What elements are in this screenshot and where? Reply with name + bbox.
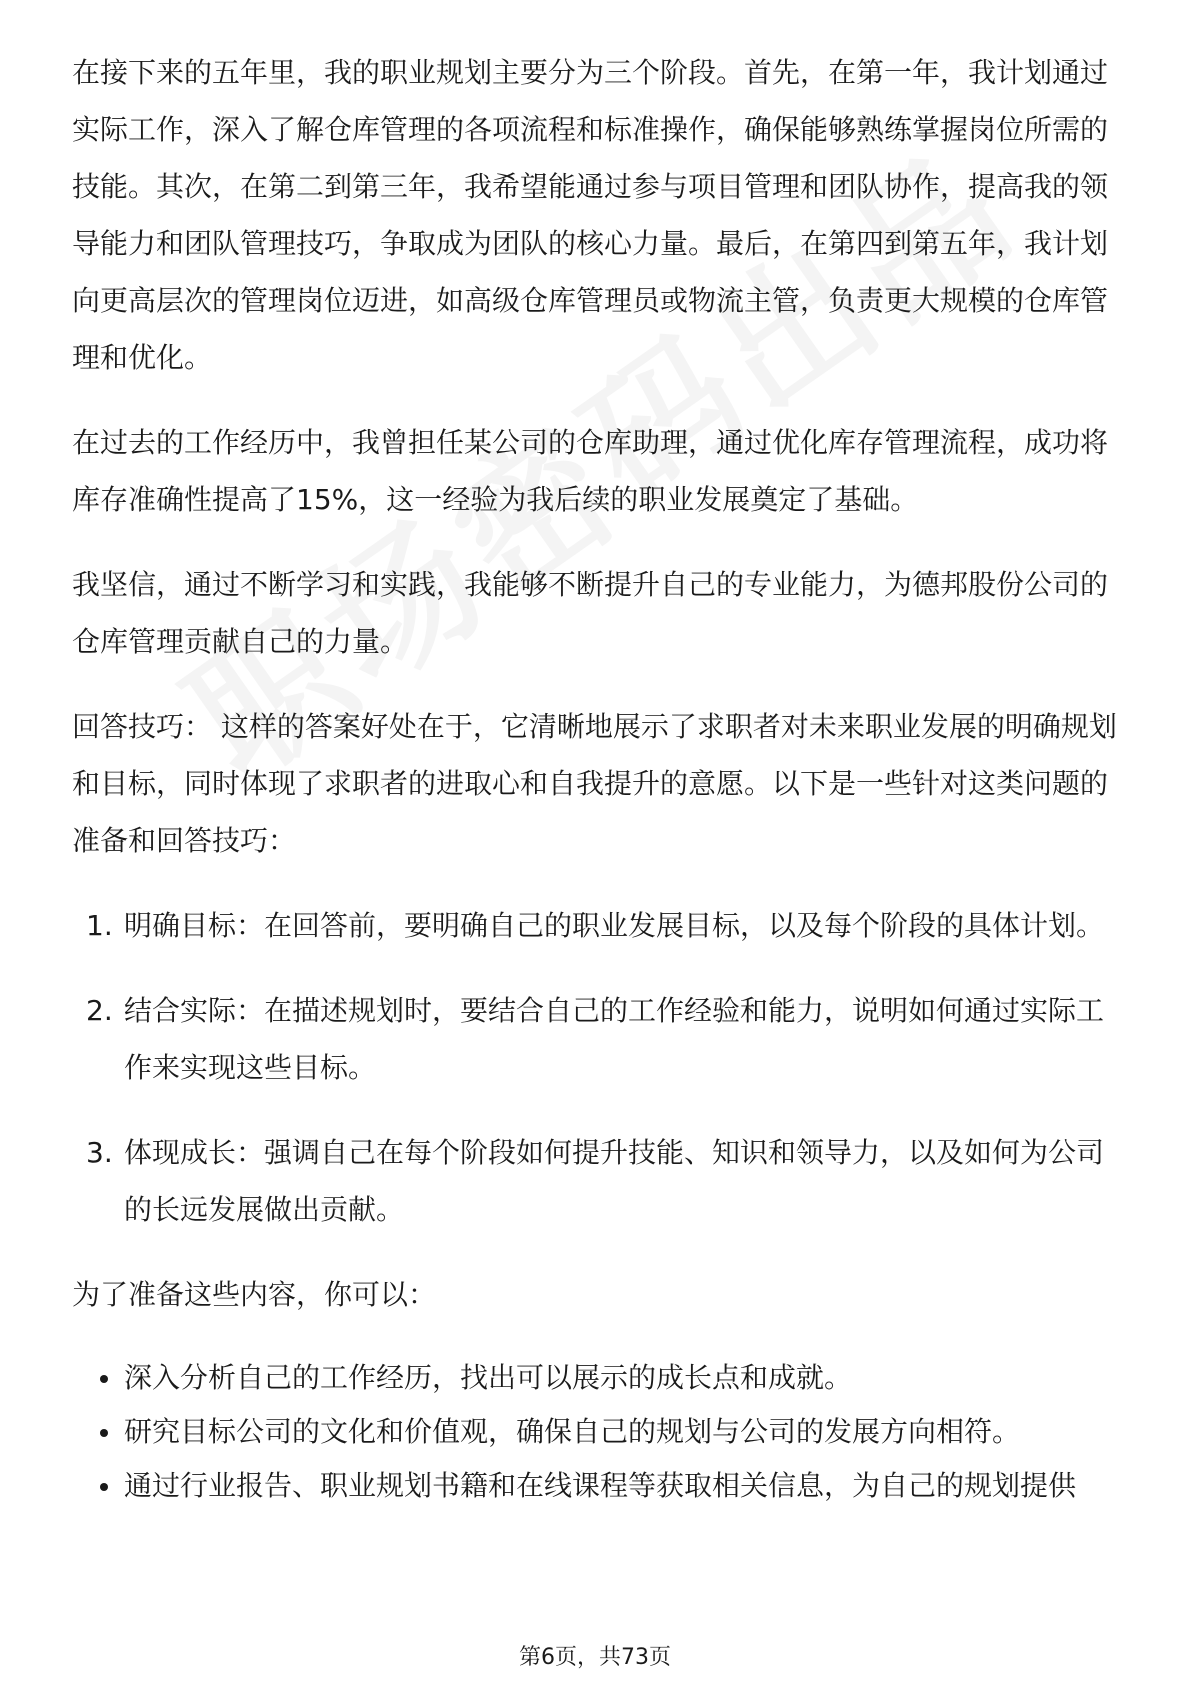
list-item — [72, 982, 1122, 1096]
list-item — [72, 1459, 1122, 1513]
paragraph-experience: 在过去的工作经历中，我曾担任某公司的仓库助理，通过优化库存管理流程，成功将库存准确性提高了15%，这一经验为我后续的职业发展奠定了基础。 — [72, 426, 1109, 516]
list-number: 1. — [86, 909, 113, 942]
list-item-text: 通过行业报告、职业规划书籍和在线课程等获取相关信息，为自己的规划提供 — [124, 1469, 1077, 1502]
bullet-icon — [100, 1429, 108, 1437]
list-item-text: 体现成长：强调自己在每个阶段如何提升技能、知识和领导力，以及如何为公司的长远发展做出贡献。 — [124, 1136, 1105, 1226]
paragraph-answer-tips: 回答技巧： 这样的答案好处在于，它清晰地展示了求职者对未来职业发展的明确规划和目标，同时体现了求职者的进取心和自我提升的意愿。以下是一些针对这类问题的准备和回答技巧： — [72, 710, 1117, 857]
bullet-icon — [100, 1483, 108, 1491]
bullet-icon — [100, 1375, 108, 1383]
tips-list — [72, 897, 1122, 1238]
paragraph-career-plan: 在接下来的五年里，我的职业规划主要分为三个阶段。首先，在第一年，我计划通过实际工作，深入了解仓库管理的各项流程和标准操作，确保能够熟练掌握岗位所需的技能。其次，在第二到第三年，我希望能通过参与项目管理和团队协作，提高我的领导能力和团队管理技巧，争取成为团队的核心力量。最后，在第四到第五年，我计划向更高层次的管理岗位迈进，如高级仓库管理员或物流主管，负责更大规模的仓库管理和优化。 — [72, 56, 1109, 374]
list-number: 3. — [86, 1136, 113, 1169]
list-item — [72, 897, 1122, 954]
list-number: 2. — [86, 994, 113, 1027]
list-item-text: 明确目标：在回答前，要明确自己的职业发展目标，以及每个阶段的具体计划。 — [124, 909, 1105, 942]
document-body — [72, 44, 1122, 1513]
list-item-text: 研究目标公司的文化和价值观，确保自己的规划与公司的发展方向相符。 — [124, 1415, 1021, 1448]
prep-list — [72, 1351, 1122, 1513]
list-item — [72, 1405, 1122, 1459]
page-number: 第6页，共73页 — [519, 1645, 671, 1670]
list-item — [72, 1124, 1122, 1238]
list-item-text: 深入分析自己的工作经历，找出可以展示的成长点和成就。 — [124, 1361, 853, 1394]
list-item-text: 结合实际：在描述规划时，要结合自己的工作经验和能力，说明如何通过实际工作来实现这些目标。 — [124, 994, 1105, 1084]
paragraph-conviction: 我坚信，通过不断学习和实践，我能够不断提升自己的专业能力，为德邦股份公司的仓库管理贡献自己的力量。 — [72, 568, 1109, 658]
paragraph-prep-intro: 为了准备这些内容，你可以： — [72, 1278, 437, 1311]
list-item — [72, 1351, 1122, 1405]
